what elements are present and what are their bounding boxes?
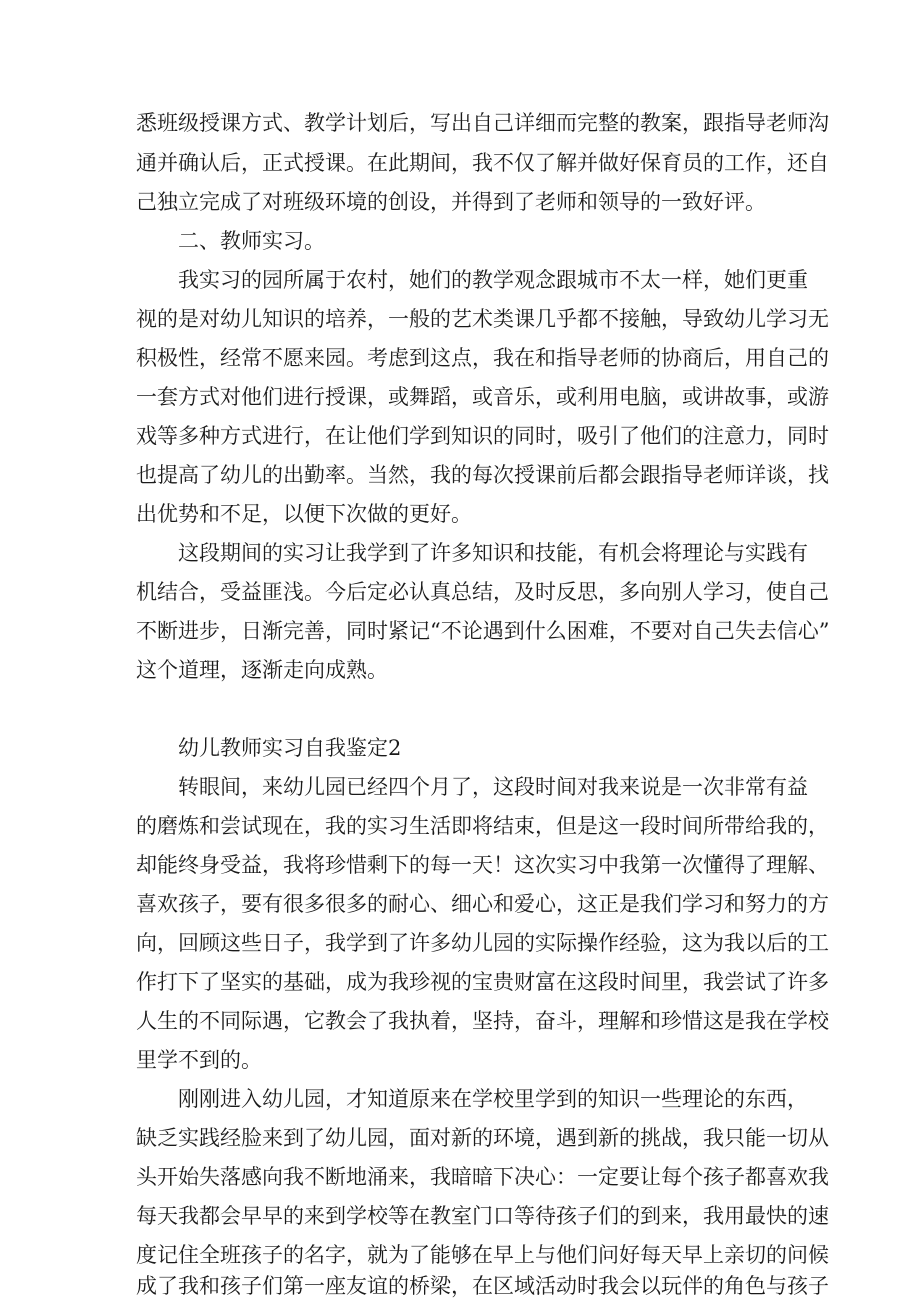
text-line: 里学不到的。 (136, 1048, 262, 1072)
text-line: 积极性，经常不愿来园。考虑到这点，我在和指导老师的协商后，用自己的 (136, 346, 829, 370)
text-line: 喜欢孩子，要有很多很多的耐心、细心和爱心，这正是我们学习和努力的方 (136, 892, 829, 916)
text-line: 我实习的园所属于农村，她们的教学观念跟城市不太一样，她们更重 (178, 268, 808, 292)
text-line: 作打下了坚实的基础，成为我珍视的宝贵财富在这段时间里，我尝试了许多 (136, 970, 829, 994)
text-line: 己独立完成了对班级环境的创设，并得到了老师和领导的一致好评。 (136, 190, 766, 214)
text-line: 向，回顾这些日子，我学到了许多幼儿园的实际操作经验，这为我以后的工 (136, 931, 829, 955)
text-line: 一套方式对他们进行授课，或舞蹈，或音乐，或利用电脑，或讲故事，或游 (136, 385, 829, 409)
text-line: 转眼间，来幼儿园已经四个月了，这段时间对我来说是一次非常有益 (178, 775, 808, 799)
section-heading: 二、教师实习。 (178, 229, 325, 253)
text-line: 机结合，受益匪浅。今后定必认真总结，及时反思，多向别人学习，使自己 (136, 580, 829, 604)
text-line: 的磨炼和尝试现在，我的实习生活即将结束，但是这一段时间所带给我的， (136, 814, 829, 838)
text-line: 刚刚进入幼儿园，才知道原来在学校里学到的知识一些理论的东西， (178, 1087, 808, 1111)
text-line: 每天我都会早早的来到学校等在教室门口等待孩子们的到来，我用最快的速 (136, 1204, 829, 1228)
section-title: 幼儿教师实习自我鉴定2 (178, 736, 402, 760)
text-line: 不断进步，日渐完善，同时紧记“不论遇到什么困难，不要对自己失去信心” (136, 619, 830, 643)
text-line: 缺乏实践经脸来到了幼儿园，面对新的环境，遇到新的挑战，我只能一切从 (136, 1126, 829, 1150)
text-line: 出优势和不足，以便下次做的更好。 (136, 502, 472, 526)
text-line: 这段期间的实习让我学到了许多知识和技能，有机会将理论与实践有 (178, 541, 808, 565)
text-line: 戏等多种方式进行，在让他们学到知识的同时，吸引了他们的注意力，同时 (136, 424, 829, 448)
text-line: 视的是对幼儿知识的培养，一般的艺术类课几乎都不接触，导致幼儿学习无 (136, 307, 829, 331)
text-line: 成了我和孩子们第一座友谊的桥梁，在区域活动时我会以玩伴的角色与孩子 (136, 1274, 829, 1298)
text-line: 也提高了幼儿的出勤率。当然，我的每次授课前后都会跟指导老师详谈，找 (136, 463, 829, 487)
text-line: 度记住全班孩子的名字，就为了能够在早上与他们问好每天早上亲切的问候 (136, 1243, 829, 1267)
text-line: 通并确认后，正式授课。在此期间，我不仅了解并做好保育员的工作，还自 (136, 151, 829, 175)
text-line: 这个道理，逐渐走向成熟。 (136, 658, 388, 682)
text-line: 头开始失落感向我不断地涌来，我暗暗下决心：一定要让每个孩子都喜欢我 (136, 1165, 829, 1189)
text-line: 人生的不同际遇，它教会了我执着，坚持，奋斗，理解和珍惜这是我在学校 (136, 1009, 829, 1033)
text-line: 却能终身受益，我将珍惜剩下的每一天！这次实习中我第一次懂得了理解、 (136, 853, 829, 877)
text-line: 悉班级授课方式、教学计划后，写出自己详细而完整的教案，跟指导老师沟 (136, 111, 829, 135)
